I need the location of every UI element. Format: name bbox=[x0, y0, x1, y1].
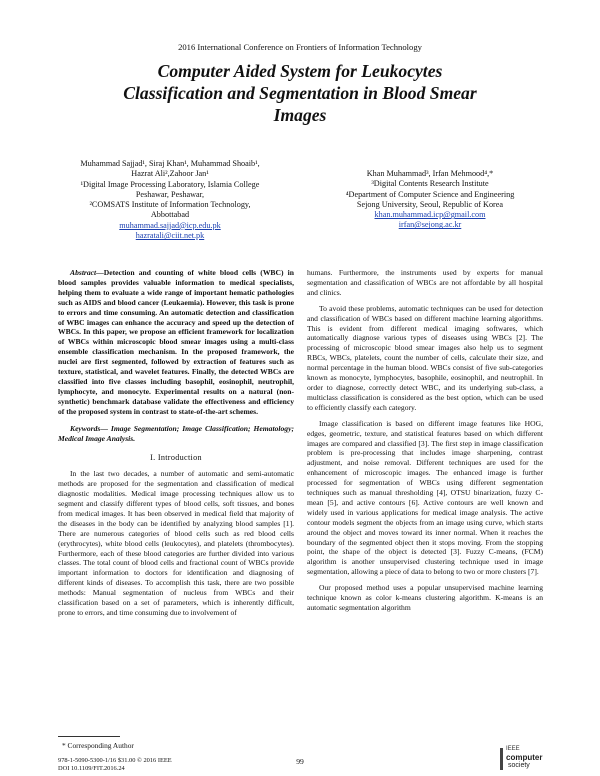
paragraph: humans. Furthermore, the instruments used by experts for manual segmentation and classification of WBCs are not affordable by all hospital and clinics. bbox=[307, 268, 543, 297]
paper-title bbox=[60, 60, 540, 126]
page-number: 99 bbox=[296, 757, 304, 766]
affiliation-line: ²COMSATS Institute of Information Technology, bbox=[89, 200, 251, 210]
author-line: Muhammad Sajjad¹, Siraj Khan¹, Muhammad Shoaib¹, bbox=[80, 159, 260, 168]
copyright-footer bbox=[58, 757, 172, 773]
affiliation-line: ³Digital Contents Research Institute bbox=[371, 179, 489, 189]
title-line: Images bbox=[273, 105, 327, 125]
doi-line: DOI 10.1109/FIT.2016.24 bbox=[58, 765, 125, 773]
conference-header: 2016 International Conference on Frontiers of Information Technology bbox=[178, 42, 422, 52]
ieee-computer-society-logo bbox=[500, 746, 544, 772]
title-line: Computer Aided System for Leukocytes bbox=[157, 61, 443, 81]
abstract-label: Abstract bbox=[70, 268, 97, 277]
paragraph: To avoid these problems, automatic techniques can be used for detection and classification of WBCs based on different machine learning algorithms. This is evident from different medical imaging softwares, which automatically diagnose various types of diseases using WBCs [2]. The processing of microscopic blood smear images also help us to segment RBCs, WBCs, platelets, count the number of cells, calculate their size, and normal percentage in the human blood. WBCs consist of five sub-categories known as monocyte, lymphocytes, basophile, eosinophil, and neutrophil. In order to diagnose, correctly detect WBC, and its underlying sub-class, a multiclass classification is considered as the best option, which can be used to efficiently classify each category. bbox=[307, 303, 543, 412]
right-affiliation bbox=[300, 169, 560, 231]
logo-text: society bbox=[508, 762, 530, 769]
isbn-line: 978-1-5090-5300-1/16 $31.00 © 2016 IEEE bbox=[58, 757, 172, 764]
affiliation-line: ⁴Department of Computer Science and Engineering bbox=[345, 189, 515, 199]
paragraph: Our proposed method uses a popular unsupervised machine learning technique known as color k-means clustering algorithm. K-means is an automatic segmentation algorithm bbox=[307, 583, 543, 612]
abstract-text: —Detection and counting of white blood cells (WBC) in blood samples provides valuable information to medical specialists, helping them to evaluate a wide range of important hematic pathologies such as AIDS and blood cancer (Leukaemia). However, this task is prone to errors and time consuming. An automatic detection and classification of WBC images can enhance the accuracy and speed up the detection of WBCs. In this paper, we propose an efficient framework for localization of WBCs within microscopic blood smear images using a multi-class ensemble classification mechanism. In the proposed framework, the nuclei are first segmented, followed by extraction of features such as texture, statistical, and wavelet features. Finally, the detected WBCs are classified into five classes including basophil, eosinophil, neutrophil, lymphocyte, and monocyte. Experimental results on a natural (non-synthetic) benchmark database validate the effectiveness and efficiency of the proposed system in contrast to state-of-the-art schemes. bbox=[58, 268, 294, 416]
author-line: Hazrat Ali²,Zahoor Jan¹ bbox=[131, 169, 209, 179]
affiliation-line: ¹Digital Image Processing Laboratory, Islamia College bbox=[80, 179, 260, 189]
email-link[interactable]: muhammad.sajjad@icp.edu.pk bbox=[119, 220, 221, 230]
keywords: Keywords— Image Segmentation; Image Classification; Hematology; Medical Image Analysis. bbox=[58, 423, 294, 443]
affiliation-line: Abbottabad bbox=[150, 210, 190, 220]
footnote-divider bbox=[58, 736, 120, 737]
logo-text: computer bbox=[506, 753, 543, 762]
section-heading: I. Introduction bbox=[150, 453, 202, 463]
author-line: Khan Muhammad³, Irfan Mehmood⁴,* bbox=[366, 169, 494, 178]
footnote: * Corresponding Author bbox=[62, 741, 134, 750]
paragraph: In the last two decades, a number of automatic and semi-automatic methods are proposed for the segmentation and classification of medical diagnostic modalities. Medical image processing techniques allow us to segment and classify different types of blood cells, soft tissues, and bones from medical images. It has been observed in medical field that majority of the diseases in the body can be identified by analyzing blood samples [1]. There are numerous categories of blood cells such as red blood cells (erythrocytes), white blood cells (leukocytes), and platelets (thrombocytes). Furthermore, each of these blood categories are further divided into various classes. The total count of blood cells and fractional count of WBCs provide important information to doctors for identification and diagnosing of different kinds of diseases. To accomplish this task, there are two possible methods: Manual segmentation of nucleus from WBCs and their classification based on a set of parameters, which is inherently difficult, prone to errors, and time consuming due to involvement of bbox=[58, 469, 294, 617]
left-column bbox=[58, 268, 294, 618]
email-link[interactable]: khan.muhammad.icp@gmail.com bbox=[374, 210, 486, 220]
abstract bbox=[58, 268, 294, 417]
affiliation-line: Sejong University, Seoul, Republic of Korea bbox=[356, 199, 504, 209]
email-link[interactable]: irfan@sejong.ac.kr bbox=[398, 220, 462, 230]
logo-text: IEEE bbox=[506, 746, 520, 752]
title-line: Classification and Segmentation in Blood Smear bbox=[123, 83, 477, 103]
email-link[interactable]: hazratali@ciit.net.pk bbox=[135, 231, 205, 241]
left-affiliation bbox=[40, 159, 300, 241]
logo-bar-icon bbox=[500, 748, 503, 770]
paragraph: Image classification is based on different image features like HOG, edges, geometric, texture, and statistical features based on which different images are compared and classified [3]. The first step in image classification problem is pre-processing that includes image sharpening, contrast adjustment, and noise removal. Different techniques are used for the enhancement of microscopic images. The enhanced image is further processed for segmentation of WBCs using different segmentation techniques such as manual thresholding [4], OTSU binarization, fuzzy C-mean [5], and active contours [6]. Active contours are well known and widely used in various applications for medical image analysis. The active contour models segment the objects from an image using curve, which starts around the object and moves toward its inner normal. When it reaches the boundary of the segmented object then it stops moving. From the stopping point, the shape of the object is detected [3]. Fuzzy C-means, (FCM) algorithm is another unsupervised clustering technique used in image segmentation, allowing a piece of data to belong to two or more clusters [7]. bbox=[307, 418, 543, 577]
right-column bbox=[307, 268, 543, 613]
affiliation-line: Peshawar, Peshawar, bbox=[135, 189, 205, 199]
